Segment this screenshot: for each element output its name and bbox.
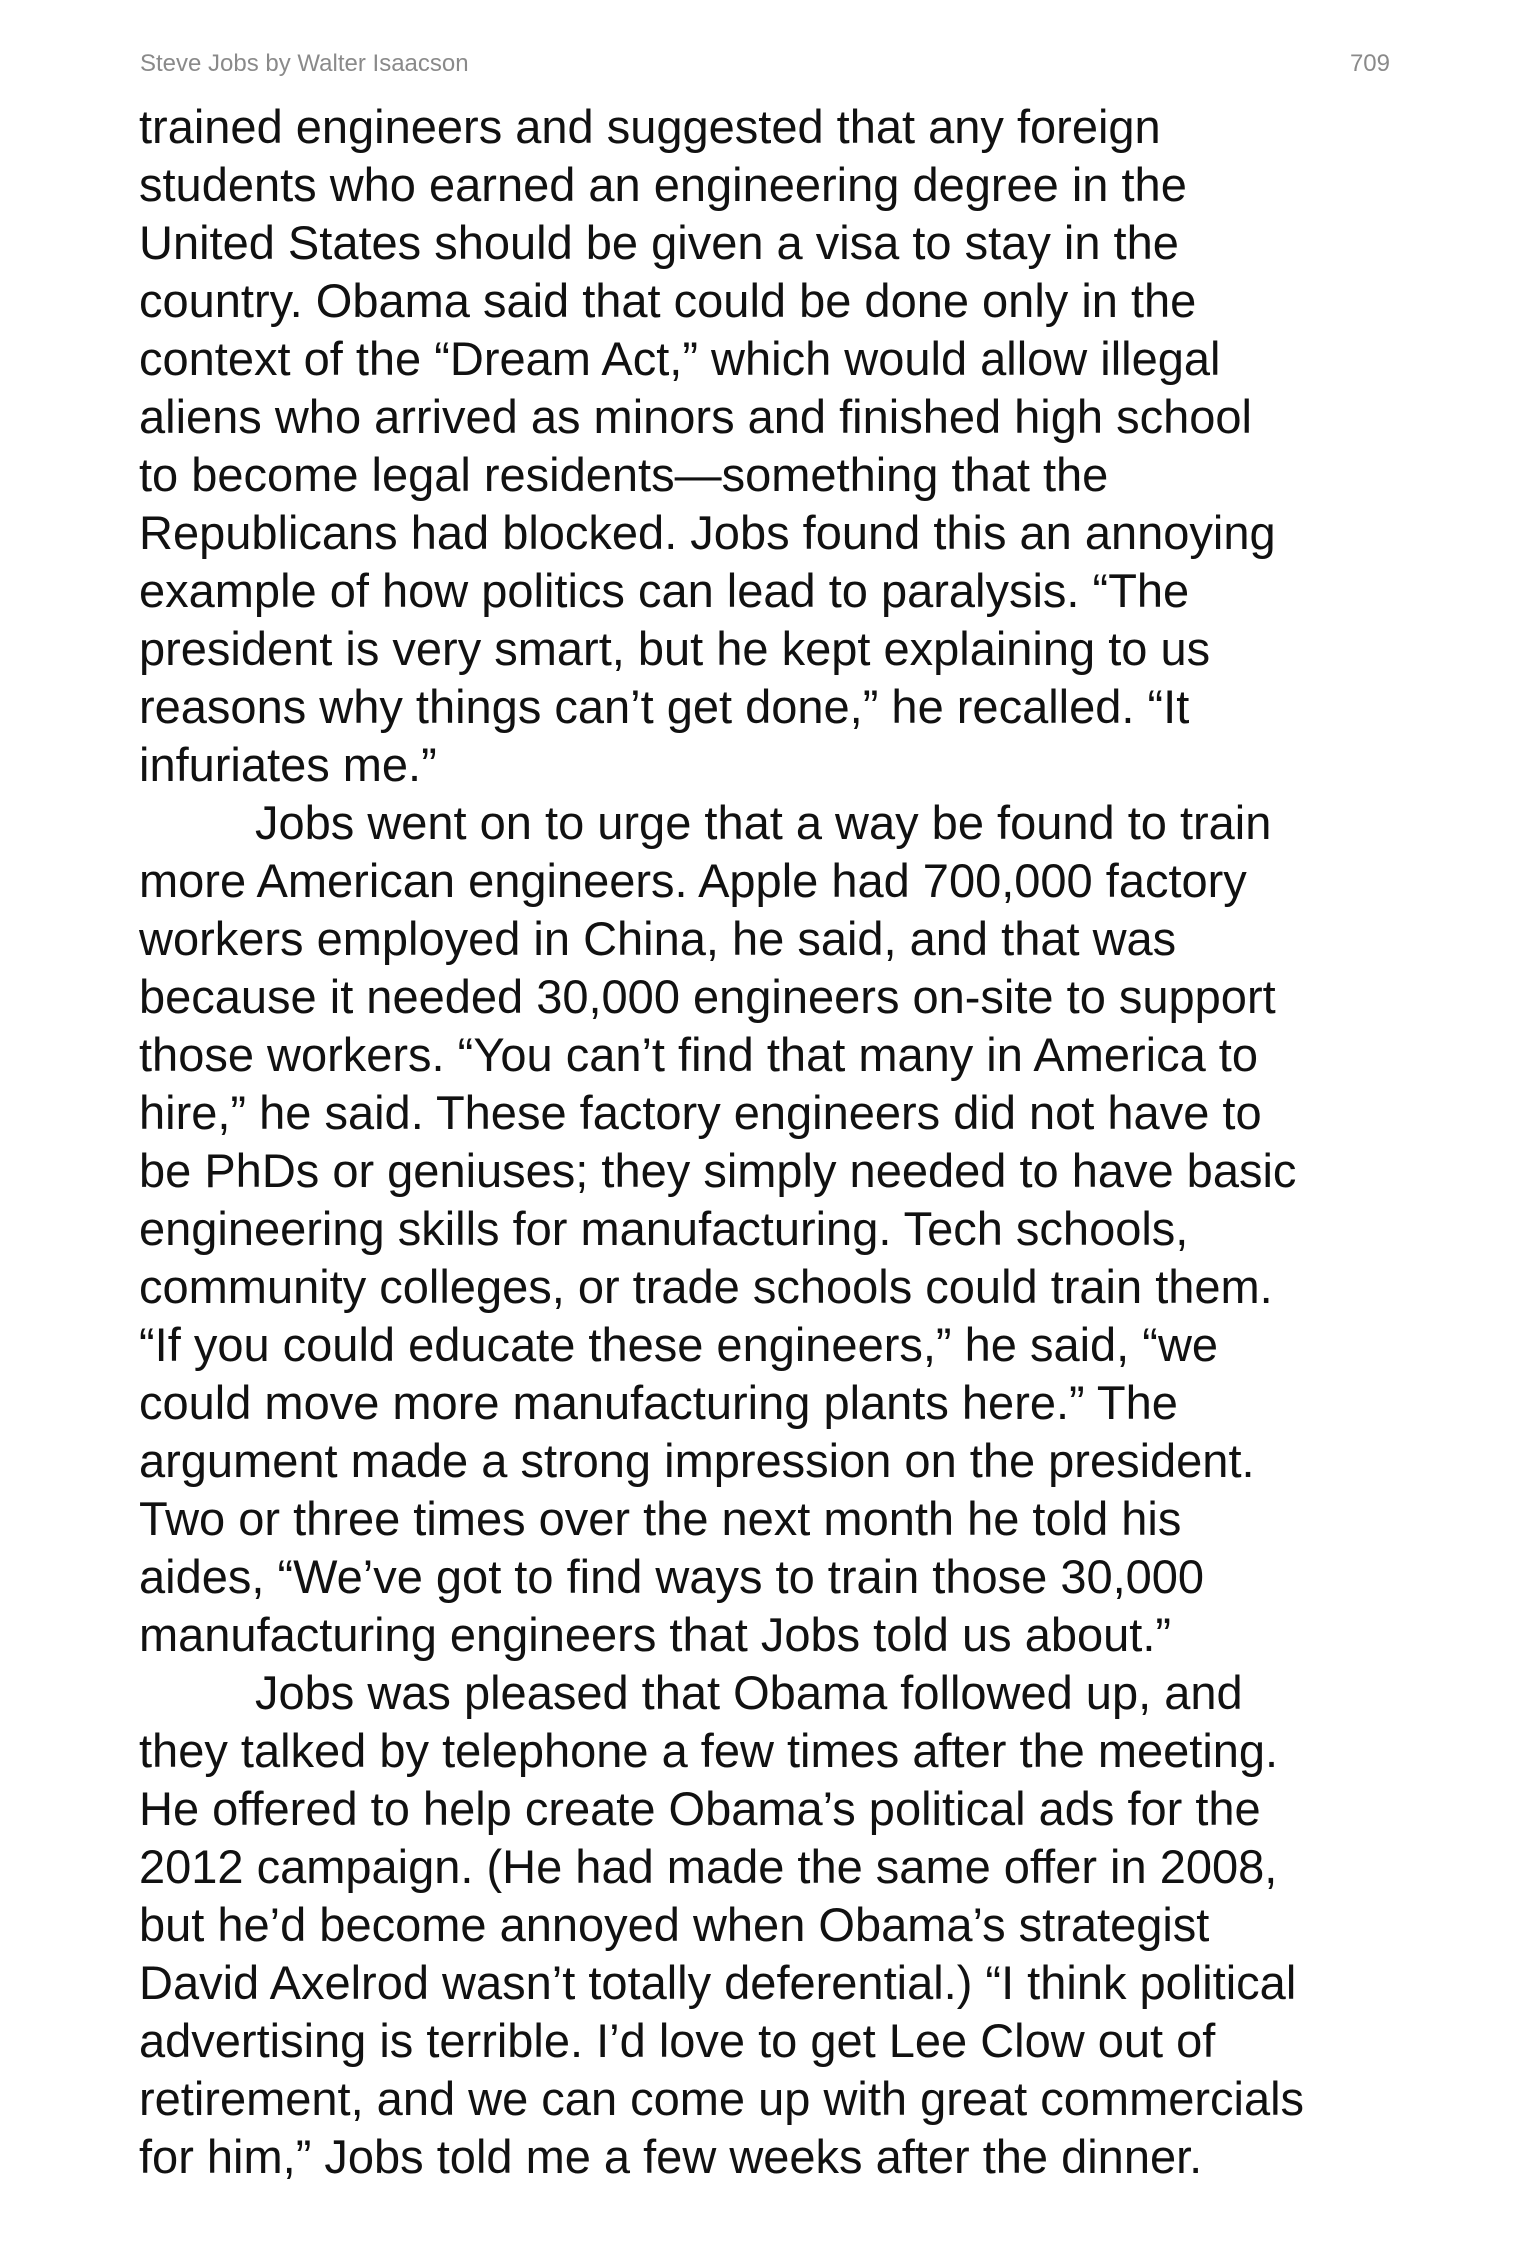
text-line: they talked by telephone a few times after the meeting. [139, 1724, 1279, 1777]
text-line: engineering skills for manufacturing. Tech schools, [139, 1202, 1189, 1255]
text-line: Two or three times over the next month he told his [139, 1492, 1182, 1545]
text-line: context of the “Dream Act,” which would allow illegal [139, 332, 1221, 385]
paragraph-1 [139, 98, 1409, 794]
page-number: 709 [1349, 50, 1390, 77]
text-line: aliens who arrived as minors and finished high school [139, 390, 1252, 443]
text-line: He offered to help create Obama’s political ads for the [139, 1782, 1261, 1835]
book-title: Steve Jobs by Walter Isaacson [140, 50, 469, 77]
text-line: infuriates me.” [139, 738, 437, 791]
text-line: Jobs went on to urge that a way be found to train [255, 796, 1272, 849]
text-line: hire,” he said. These factory engineers did not have to [139, 1086, 1262, 1139]
text-line: because it needed 30,000 engineers on-site to support [139, 970, 1276, 1023]
text-line: president is very smart, but he kept explaining to us [139, 622, 1211, 675]
text-line: to become legal residents—something that the [139, 448, 1109, 501]
text-line: argument made a strong impression on the president. [139, 1434, 1255, 1487]
text-line: could move more manufacturing plants here.” The [139, 1376, 1178, 1429]
text-line: aides, “We’ve got to find ways to train those 30,000 [139, 1550, 1205, 1603]
text-line: more American engineers. Apple had 700,000 factory [139, 854, 1247, 907]
text-line: be PhDs or geniuses; they simply needed to have basic [139, 1144, 1297, 1197]
text-line: but he’d become annoyed when Obama’s strategist [139, 1898, 1210, 1951]
paragraph-2 [139, 794, 1409, 1664]
text-line: for him,” Jobs told me a few weeks after the dinner. [139, 2130, 1203, 2183]
text-line: “If you could educate these engineers,” he said, “we [139, 1318, 1219, 1371]
text-line: 2012 campaign. (He had made the same offer in 2008, [139, 1840, 1278, 1893]
text-line: reasons why things can’t get done,” he recalled. “It [139, 680, 1190, 733]
text-line: trained engineers and suggested that any foreign [139, 100, 1161, 153]
text-line: community colleges, or trade schools could train them. [139, 1260, 1273, 1313]
text-line: retirement, and we can come up with great commercials [139, 2072, 1305, 2125]
paragraph-3 [139, 1664, 1409, 2186]
text-line: David Axelrod wasn’t totally deferential.) “I think political [139, 1956, 1297, 2009]
text-line: students who earned an engineering degree in the [139, 158, 1187, 211]
text-line: Jobs was pleased that Obama followed up, and [255, 1666, 1243, 1719]
body-text [139, 98, 1409, 2186]
text-line: advertising is terrible. I’d love to get Lee Clow out of [139, 2014, 1216, 2067]
text-line: manufacturing engineers that Jobs told us about.” [139, 1608, 1172, 1661]
text-line: Republicans had blocked. Jobs found this an annoying [139, 506, 1276, 559]
text-line: country. Obama said that could be done only in the [139, 274, 1197, 327]
text-line: United States should be given a visa to stay in the [139, 216, 1179, 269]
text-line: workers employed in China, he said, and that was [139, 912, 1177, 965]
running-header [140, 50, 1390, 82]
text-line: example of how politics can lead to paralysis. “The [139, 564, 1190, 617]
text-line: those workers. “You can’t find that many in America to [139, 1028, 1258, 1081]
